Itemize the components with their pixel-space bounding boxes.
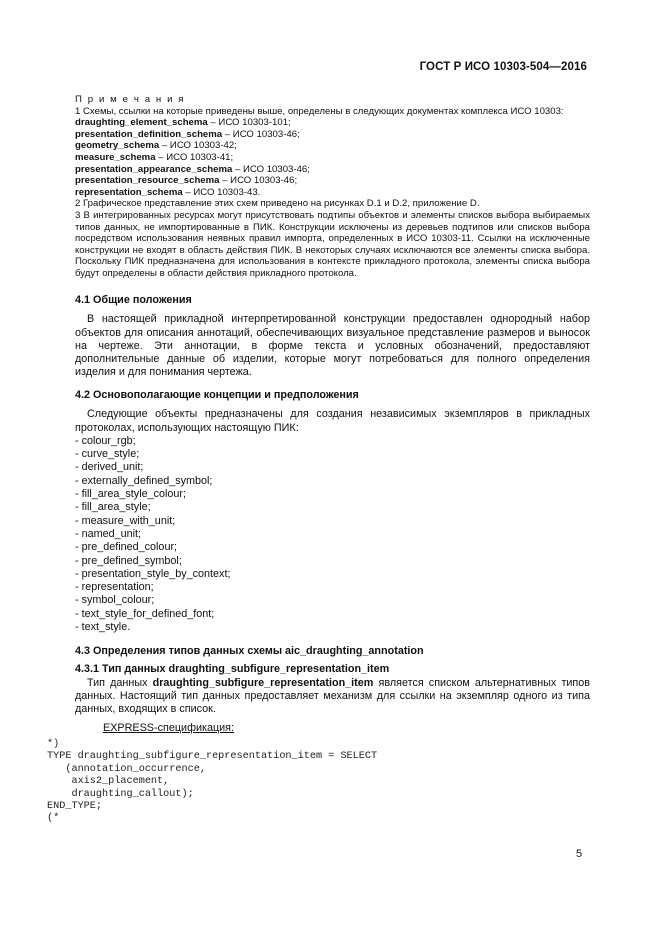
express-code: *) TYPE draughting_subfigure_representation_item = SELECT (annotation_occurrence, axis2_placement, draughting_callout); END_TYPE; (* (47, 739, 378, 825)
schema-line (75, 175, 590, 187)
section-4-1 (75, 294, 590, 380)
schema-line (75, 152, 590, 164)
subsection-heading: 4.3.1 Тип данных draughting_subfigure_representation_item (75, 663, 390, 676)
list-item: - pre_defined_symbol; (75, 554, 182, 567)
text-post: является списком альтернативных типов данных. Настоящий тип данных предоставляет механизм для ссылки на экземпляр одного из типа данных, входящих в список. (75, 676, 591, 716)
list-item: - pre_defined_colour; (75, 541, 178, 554)
express-label: EXPRESS-спецификация: (103, 722, 235, 735)
schema-ref: – ИСО 10303-43. (182, 186, 261, 198)
list-item: - text_style_for_defined_font; (75, 607, 215, 620)
note-1-intro: 1 Схемы, ссылки на которые приведены выше, определены в следующих документах комплекса ИСО 10303: (75, 105, 564, 117)
section-heading: 4.1 Общие положения (75, 294, 192, 306)
schema-ref: – ИСО 10303-41; (155, 151, 234, 163)
list-item: - representation; (75, 581, 154, 594)
schema-name: measure_schema (75, 151, 156, 163)
schema-name: presentation_definition_schema (75, 128, 223, 140)
list-item: - curve_style; (75, 448, 140, 461)
schema-name: representation_schema (75, 186, 183, 198)
section-text: В настоящей прикладной интерпретированной конструкции предоставлен однородный набор объектов для описания аннотаций, обеспечивающих визуальное представление размеров и выносок на чертеже. Эти аннотации, в форме текста и условных обозначений, предоставляют дополнительные данные об изделии, которые могут потребоваться для полного определения изделия и для понимания чертежа. (75, 313, 590, 379)
schema-line (75, 117, 590, 129)
section-4-2 (75, 389, 590, 634)
list-item: - externally_defined_symbol; (75, 474, 213, 487)
schema-list (75, 117, 590, 198)
schema-line (75, 140, 590, 152)
schema-ref: – ИСО 10303-46; (219, 175, 298, 187)
section-heading: 4.3 Определения типов данных схемы aic_draughting_annotation (75, 645, 424, 657)
schema-name: geometry_schema (75, 140, 160, 152)
schema-name: draughting_element_schema (75, 117, 208, 129)
object-list (75, 435, 590, 634)
page-number: 5 (576, 848, 583, 860)
schema-ref: – ИСО 10303-101; (207, 117, 291, 129)
schema-ref: – ИСО 10303-46; (232, 163, 310, 175)
list-item: - fill_area_style; (75, 501, 151, 514)
schema-name: presentation_appearance_schema (75, 163, 233, 175)
notes-title: П р и м е ч а н и я (75, 94, 186, 105)
list-item: - fill_area_style_colour; (75, 488, 187, 501)
type-name: draughting_subfigure_representation_item (152, 676, 374, 689)
schema-line (75, 129, 590, 141)
note-2: 2 Графическое представление этих схем приведено на рисунках D.1 и D.2, приложение D. (75, 198, 480, 210)
notes-block (75, 94, 590, 280)
schema-name: presentation_resource_schema (75, 175, 220, 187)
list-item: - named_unit; (75, 527, 142, 540)
schema-ref: – ИСО 10303-42; (159, 140, 237, 152)
section-heading: 4.2 Основополагающие концепции и предположения (75, 389, 359, 401)
list-item: - derived_unit; (75, 461, 144, 474)
schema-line (75, 187, 590, 199)
text-pre: Тип данных (87, 676, 153, 689)
list-item: - text_style. (75, 621, 131, 634)
list-item: - colour_rgb; (75, 434, 136, 447)
schema-ref: – ИСО 10303-46; (222, 128, 300, 140)
express-label-wrap (75, 722, 590, 735)
section-text: Следующие объекты предназначены для создания независимых экземпляров в прикладных протоколах, использующих настоящую ПИК: (75, 408, 590, 434)
list-item: - presentation_style_by_context; (75, 567, 231, 580)
note-3: 3 В интегрированных ресурсах могут присутствовать подтипы объектов и элементы списков выбора выбираемых типов данных, не импортированные в ПИК. Конструкции исключены из деревьев подтипов или списков выбора посредством использования неявных правил импорта, определенных в ИСО 10303-11. Ссылки на исключенные конструкции не входят в область действия ПИК. В некоторых случаях исключаются все элементы списка выбора. Поскольку ПИК предназначена для использования в контексте прикладного протокола, элементы списка выбора будут определены в области действия прикладного протокола. (75, 209, 590, 279)
document-code: ГОСТ Р ИСО 10303-504—2016 (419, 61, 587, 73)
list-item: - measure_with_unit; (75, 514, 176, 527)
list-item: - symbol_colour; (75, 594, 155, 607)
schema-line (75, 164, 590, 176)
subsection-text (75, 677, 590, 717)
section-4-3 (75, 645, 590, 736)
